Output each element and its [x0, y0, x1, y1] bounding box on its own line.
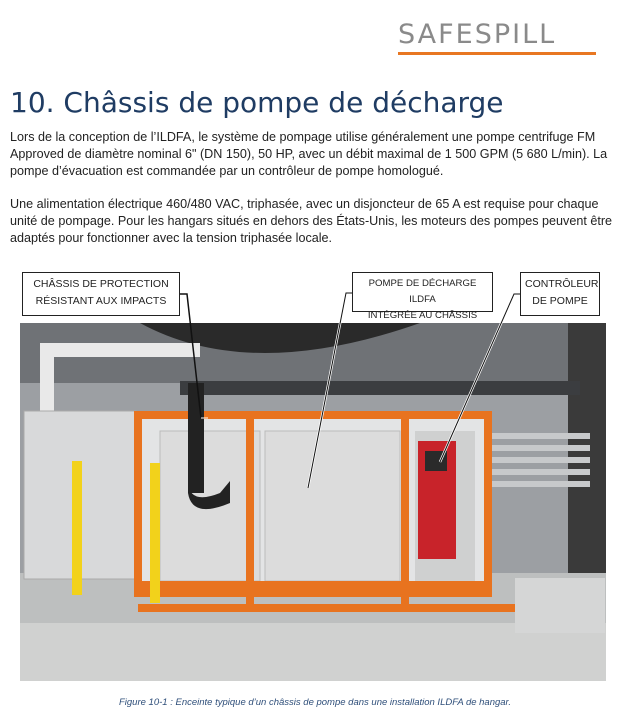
paragraph-power-supply: Une alimentation électrique 460/480 VAC, triphasée, avec un disjoncteur de 65 A est requise pour chaque unité de pompage. Pour les hangars situés en dehors des États-Unis, les moteurs des pompes peuvent être adaptés pour fonctionner avec la tension triphasée locale. [10, 197, 613, 245]
figure-caption: Figure 10-1 : Enceinte typique d’un châssis de pompe dans une installation ILDFA de hangar. [118, 697, 512, 708]
callout-line: CHÂSSIS DE PROTECTION [33, 278, 169, 290]
callout-line: DE POMPE [532, 295, 588, 307]
callout-impact-resistant-chassis [22, 272, 180, 316]
callout-line: CONTRÔLEUR [525, 278, 599, 290]
section-title: 10. Châssis de pompe de décharge [10, 86, 504, 119]
safespill-logo [398, 20, 596, 55]
callout-line: RÉSISTANT AUX IMPACTS [35, 295, 167, 307]
paragraph-pump-description: Lors de la conception de l’ILDFA, le système de pompage utilise généralement une pompe centrifuge FM Approved de diamètre nominal 6" (DN 150), 50 HP, avec un débit maximal de 1 500 GPM (5 680 L/min). La pompe d’évacuation est commandée par un contrôleur de pompe homologué. [10, 130, 608, 178]
callout-line: POMPE DE DÉCHARGE ILDFA [368, 278, 477, 305]
callout-pump-controller [520, 272, 600, 316]
pump-chassis-photo [20, 323, 606, 681]
logo-underline [398, 52, 596, 55]
callout-integrated-pump [352, 272, 493, 321]
callout-line: INTÉGRÉE AU CHÂSSIS [367, 310, 478, 321]
logo-text: SAFESPILL [398, 19, 557, 50]
